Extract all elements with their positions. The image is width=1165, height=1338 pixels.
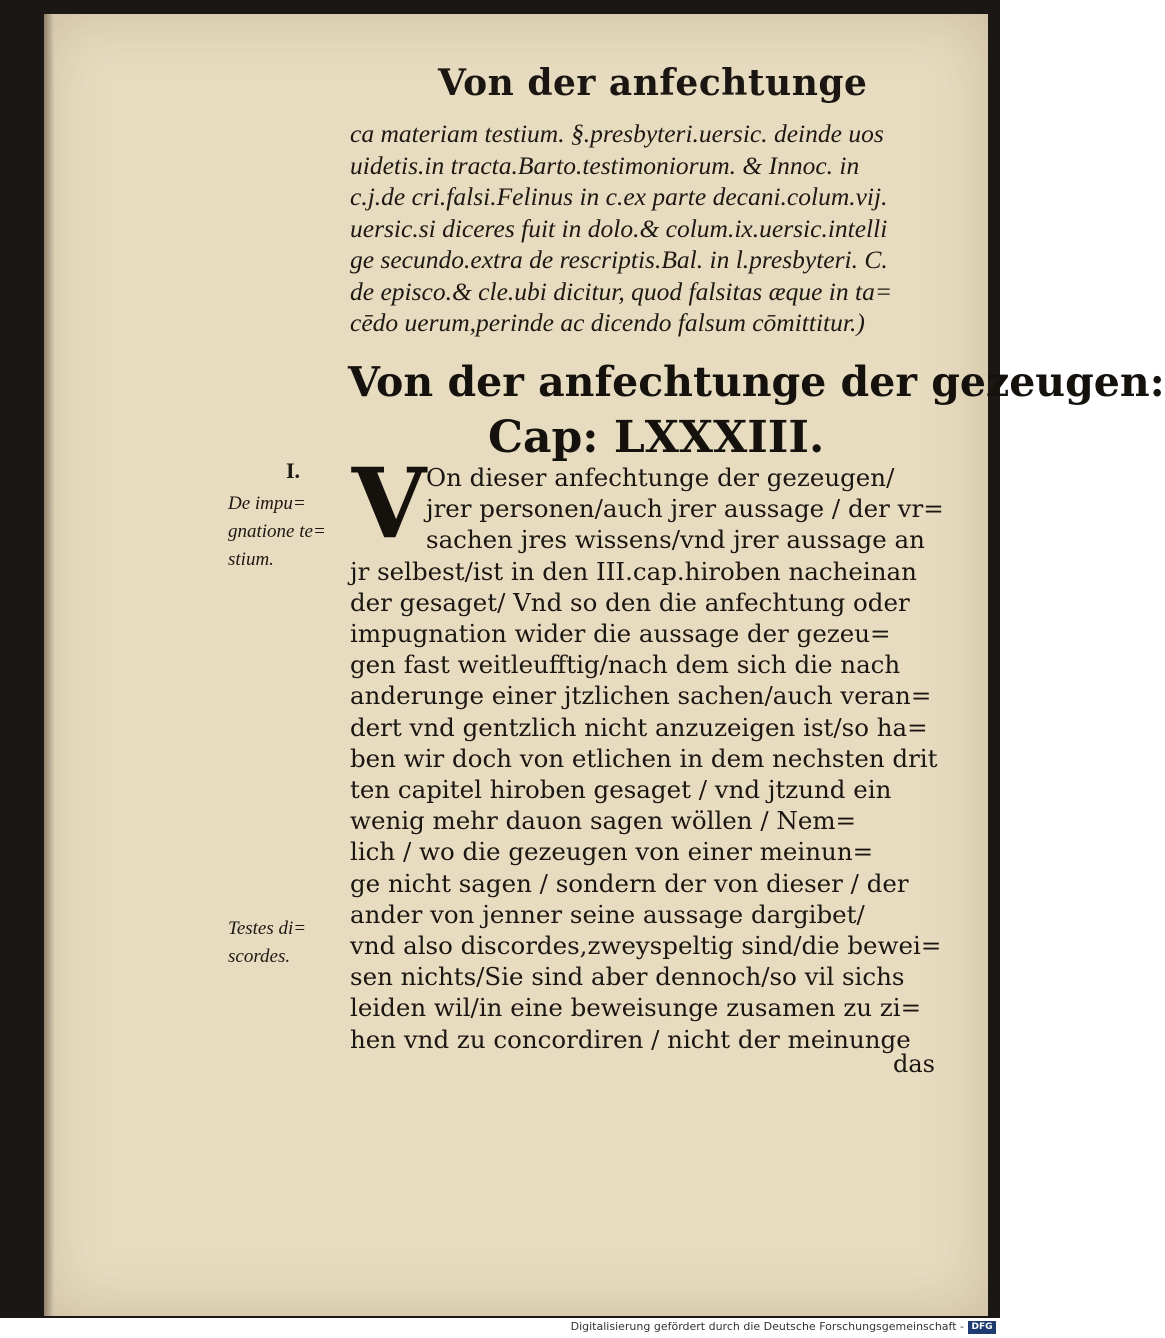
body-line: dert vnd gentzlich nicht anzuzeigen ist/so ha= [350,712,928,742]
latin-line: uidetis.in tracta.Barto.testimoniorum. & Innoc. in [350,150,860,180]
body-line: gen fast weitleufftig/nach dem sich die nach [350,650,901,680]
margin-note-impugnation [228,490,326,574]
margin-line: stium. [228,549,274,570]
margin-number: I. [286,458,301,483]
latin-line: cēdo uerum,perinde ac dicendo falsum cōmittitur.) [350,308,865,337]
body-line: der gesaget/ Vnd so den die anfechtung oder [350,587,910,617]
body-line: On dieser anfechtunge der gezeugen/ [426,463,895,492]
body-line: ten capitel hiroben gesaget / vnd jtzund ein [350,775,892,805]
latin-line: ge secundo.extra de rescriptis.Bal. in l.presbyteri. C. [350,245,888,274]
body-line: anderunge einer jtzlichen sachen/auch veran= [350,681,932,711]
body-line: wenig mehr dauon sagen wöllen / Nem= [350,806,857,836]
margin-line: scordes. [228,946,291,967]
body-line: ben wir doch von etlichen in dem nechsten drit [350,743,938,773]
funding-credit: Digitalisierung gefördert durch die Deutsche Forschungsgemeinschaft - [570,1320,964,1333]
initial-letter: V [351,447,427,560]
body-line: ge nicht sagen / sondern der von dieser / der [350,868,909,898]
body-text [350,462,960,1055]
body-line: lich / wo die gezeugen von einer meinun= [350,837,874,867]
latin-passage [350,118,960,339]
body-line: vnd also discordes,zweyspeltig sind/die bewei= [350,931,942,961]
latin-line: uersic.si diceres fuit in dolo.& colum.ix.uersic.intelli [350,213,888,243]
body-line: leiden wil/in eine beweisunge zusamen zu zi= [350,993,922,1023]
chapter-title: Von der anfechtunge der gezeugen: [348,358,1165,406]
body-line: jrer personen/auch jrer aussage / der vr= [426,494,944,524]
body-line: sachen jres wissens/vnd jrer aussage an [426,525,925,555]
body-line: hen vnd zu concordiren / nicht der meinunge [350,1024,911,1054]
margin-note-testes [228,915,306,971]
catchword: das [893,1050,935,1078]
body-line: jr selbest/ist in den III.cap.hiroben nacheinan [350,556,917,586]
body-line: impugnation wider die aussage der gezeu= [350,619,891,649]
margin-line: De impu= [228,493,306,514]
footer-bar [0,1318,1000,1338]
margin-line: Testes di= [228,918,307,939]
running-head: Von der anfechtunge [438,62,868,104]
body-line: ander von jenner seine aussage dargibet/ [350,899,865,929]
latin-line: ca materiam testium. §.presbyteri.uersic. deinde uos [350,119,884,148]
chapter-number: Cap: LXXXIII. [488,412,825,463]
latin-line: c.j.de cri.falsi.Felinus in c.ex parte decani.colum.vij. [350,182,888,211]
body-line: sen nichts/Sie sind aber dennoch/so vil sichs [350,962,905,992]
margin-line: gnatione te= [228,521,326,542]
dfg-logo: DFG [968,1321,996,1334]
latin-line: de episco.& cle.ubi dicitur, quod falsitas æque in ta= [350,276,893,306]
page-edge [44,14,54,1316]
